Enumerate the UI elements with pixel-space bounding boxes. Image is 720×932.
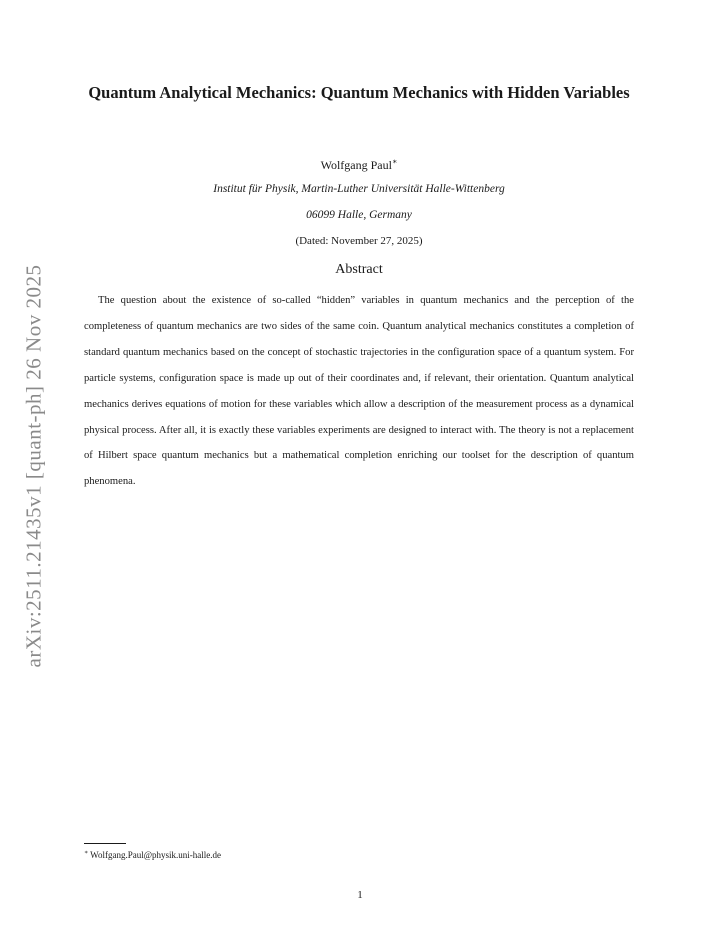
footnote-rule (84, 843, 126, 844)
footnote (84, 847, 221, 861)
abstract-body: The question about the existence of so-called “hidden” variables in quantum mechanics and the perception of the completeness of quantum mechanics are two sides of the same coin. Quantum analytical mechanics constitutes a completion of standard quantum mechanics based on the concept of stochastic trajectories in the configuration space of a quantum system. For particle systems, configuration space is made up out of their coordinates and, if relevant, their orientation. Quantum analytical mechanics derives equations of motion for these variables which allow a description of the measurement process as a dynamical physical process. After all, it is exactly these variables experiments are designed to interact with. The theory is not a replacement of Hilbert space quantum mechanics but a mathematical completion enriching our toolset for the description of quantum phenomena. (84, 295, 634, 488)
abstract-heading: Abstract (335, 262, 383, 277)
arxiv-identifier-stamp: arXiv:2511.21435v1 [quant-ph] 26 Nov 2025 (21, 264, 46, 668)
affiliation-institute: Institut für Physik, Martin-Luther Universität Halle-Wittenberg (213, 183, 505, 195)
paper-title: Quantum Analytical Mechanics: Quantum Mechanics with Hidden Variables (88, 83, 630, 102)
footnote-email: Wolfgang.Paul@physik.uni-halle.de (90, 850, 221, 860)
affiliation-address: 06099 Halle, Germany (306, 209, 412, 221)
page-number: 1 (357, 889, 363, 901)
dated-line: (Dated: November 27, 2025) (295, 235, 423, 247)
author-footnote-mark: ∗ (391, 157, 398, 166)
author-line (84, 154, 634, 173)
author-name: Wolfgang Paul (320, 158, 392, 172)
footnote-mark: ∗ (84, 850, 89, 856)
